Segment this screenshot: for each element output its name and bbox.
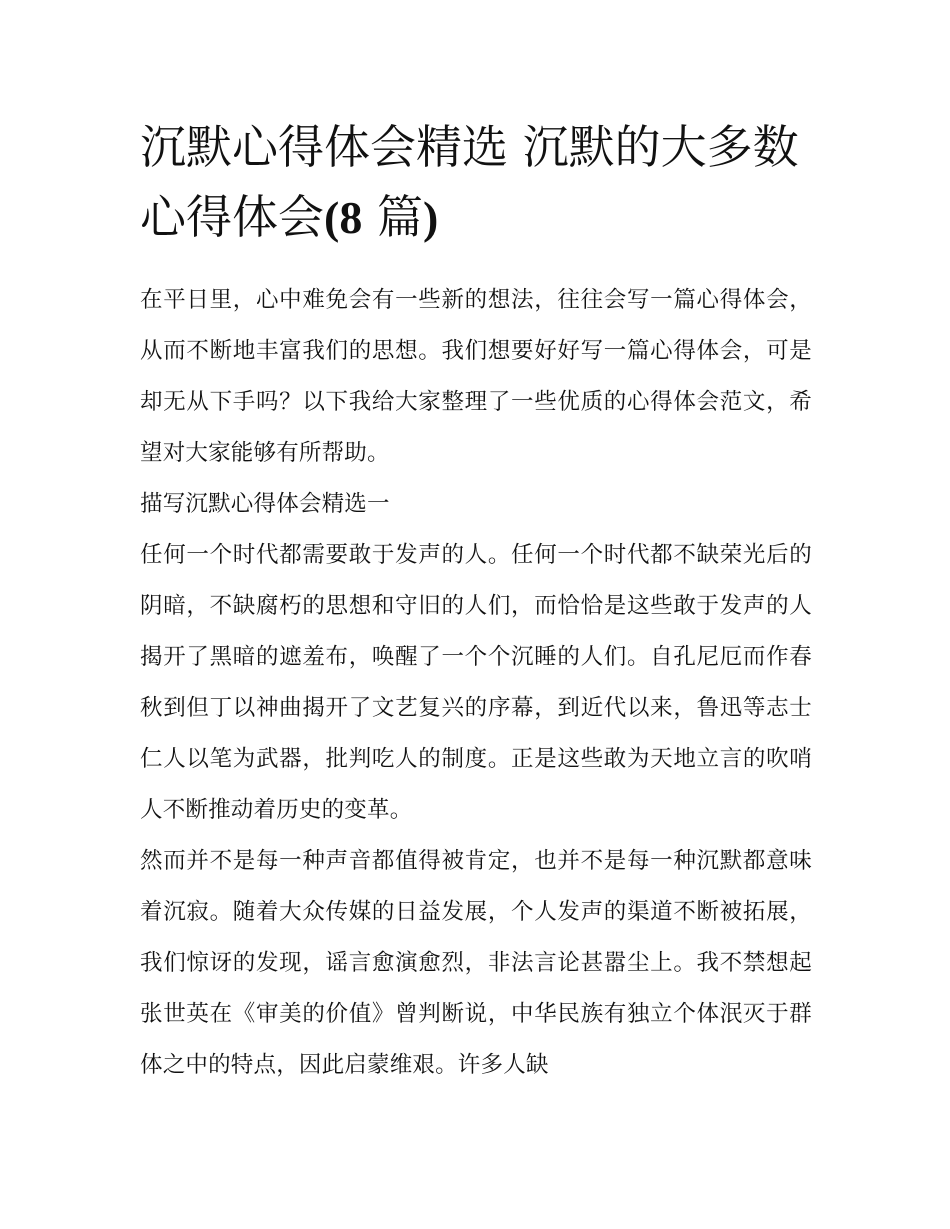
section-heading: 描写沉默心得体会精选一 <box>140 491 390 517</box>
title-text: 沉默心得体会精选 沉默的大多数心得体会 <box>140 120 799 244</box>
body-paragraph-1: 任何一个时代都需要敢于发声的人。任何一个时代都不缺荣光后的阴暗，不缺腐朽的思想和守旧的人们，而恰恰是这些敢于发声的人揭开了黑暗的遮羞布，唤醒了一个个沉睡的人们。自孔尼厄而作春秋到但丁以神曲揭开了文艺复兴的序幕，到近代以来，鲁迅等志士仁人以笔为武器，批判吃人的制度。正是这些敢为天地立言的吹哨人不断推动着历史的变革。 <box>140 542 812 823</box>
document-title <box>140 112 812 253</box>
intro-paragraph: 在平日里，心中难免会有一些新的想法，往往会写一篇心得体会，从而不断地丰富我们的思想。我们想要好好写一篇心得体会，可是却无从下手吗？以下我给大家整理了一些优质的心得体会范文，希望对大家能够有所帮助。 <box>140 287 812 466</box>
body-paragraph-2: 然而并不是每一种声音都值得被肯定，也并不是每一种沉默都意味着沉寂。随着大众传媒的日益发展，个人发声的渠道不断被拓展，我们惊讶的发现，谣言愈演愈烈，非法言论甚嚣尘上。我不禁想起张世英在《审美的价值》曾判断说，中华民族有独立个体泯灭于群体之中的特点，因此启蒙维艰。许多人缺 <box>140 848 812 1078</box>
document-page <box>140 112 812 1091</box>
title-count-open: (8 <box>324 192 363 243</box>
title-count-unit: 篇 <box>362 190 423 244</box>
title-count-close: ) <box>422 192 439 243</box>
